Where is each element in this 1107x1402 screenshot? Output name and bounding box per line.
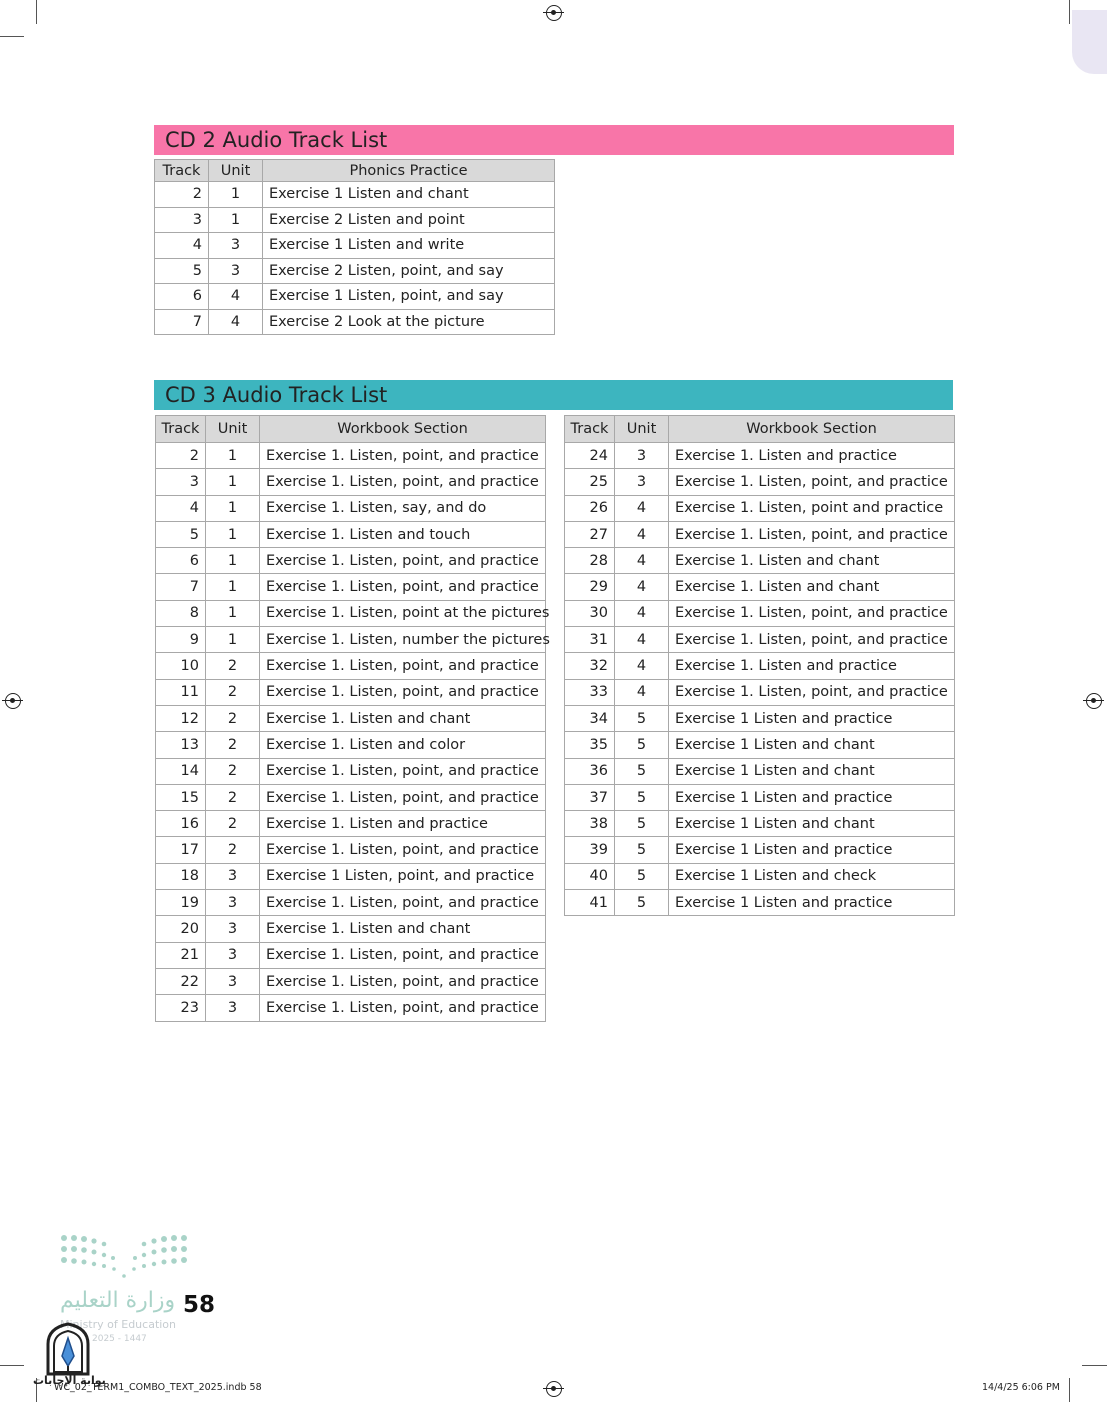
track-number: 21 [156, 942, 206, 968]
unit-number: 2 [206, 705, 260, 731]
ministry-logo-dots-icon [58, 1232, 190, 1282]
track-number: 4 [156, 495, 206, 521]
section-text: Exercise 1. Listen and practice [669, 653, 955, 679]
track-number: 3 [156, 469, 206, 495]
track-number: 22 [156, 968, 206, 994]
column-header-track: Track [155, 160, 209, 182]
track-number: 26 [565, 495, 615, 521]
column-header-track: Track [565, 416, 615, 443]
section-text: Exercise 1. Listen, point, and practice [669, 469, 955, 495]
registration-mark-icon [5, 693, 21, 709]
unit-number: 5 [615, 811, 669, 837]
section-text: Exercise 1. Listen and touch [260, 521, 546, 547]
section-text: Exercise 1 Listen and chant [669, 732, 955, 758]
track-number: 41 [565, 890, 615, 916]
unit-number: 3 [206, 916, 260, 942]
track-number: 38 [565, 811, 615, 837]
column-header-unit: Unit [206, 416, 260, 443]
table-row [156, 837, 546, 863]
section-text: Exercise 1. Listen, number the pictures [260, 627, 546, 653]
registration-mark-icon [546, 5, 562, 21]
unit-number: 1 [206, 521, 260, 547]
unit-number: 5 [615, 758, 669, 784]
track-number: 12 [156, 705, 206, 731]
track-number: 28 [565, 548, 615, 574]
unit-number: 4 [615, 600, 669, 626]
crop-mark [0, 1365, 24, 1366]
unit-number: 2 [206, 653, 260, 679]
section-text: Exercise 1. Listen, point, and practice [260, 548, 546, 574]
section-text: Exercise 1. Listen, point, and practice [260, 679, 546, 705]
unit-number: 4 [615, 548, 669, 574]
section-text: Exercise 1. Listen, say, and do [260, 495, 546, 521]
unit-number: 3 [209, 233, 263, 259]
track-number: 30 [565, 600, 615, 626]
table-row [565, 705, 955, 731]
ministry-year: 2025 - 1447 [92, 1334, 147, 1344]
table-row [156, 968, 546, 994]
unit-number: 1 [206, 627, 260, 653]
track-number: 33 [565, 679, 615, 705]
table-row [156, 916, 546, 942]
table-row [156, 653, 546, 679]
file-slug: WC_02_TERM1_COMBO_TEXT_2025.indb 58 [54, 1382, 262, 1393]
track-number: 24 [565, 443, 615, 469]
unit-number: 1 [206, 443, 260, 469]
track-number: 9 [156, 627, 206, 653]
cd2-track-table [154, 159, 555, 335]
unit-number: 4 [209, 309, 263, 335]
crop-mark [0, 36, 24, 37]
unit-number: 1 [206, 548, 260, 574]
section-text: Exercise 1. Listen, point, and practice [669, 627, 955, 653]
track-number: 20 [156, 916, 206, 942]
table-row [155, 309, 555, 335]
page-number: 58 [183, 1292, 216, 1318]
unit-number: 3 [206, 863, 260, 889]
section-text: Exercise 1. Listen, point, and practice [669, 679, 955, 705]
unit-number: 2 [206, 679, 260, 705]
unit-number: 5 [615, 837, 669, 863]
unit-number: 3 [206, 968, 260, 994]
unit-number: 1 [206, 495, 260, 521]
table-row [565, 495, 955, 521]
table-row [565, 784, 955, 810]
unit-number: 4 [615, 627, 669, 653]
track-number: 19 [156, 890, 206, 916]
track-number: 2 [156, 443, 206, 469]
table-row [565, 548, 955, 574]
unit-number: 1 [206, 469, 260, 495]
section-text: Exercise 1 Listen and chant [263, 182, 555, 208]
section-text: Exercise 1. Listen, point, and practice [260, 837, 546, 863]
table-row [156, 548, 546, 574]
track-number: 16 [156, 811, 206, 837]
section-text: Exercise 1. Listen, point, and practice [260, 443, 546, 469]
section-text: Exercise 2 Listen, point, and say [263, 258, 555, 284]
table-row [156, 995, 546, 1021]
portal-text: بوابة الإجابات [33, 1374, 106, 1387]
table-row [565, 600, 955, 626]
table-row [156, 784, 546, 810]
track-number: 27 [565, 521, 615, 547]
unit-number: 4 [615, 521, 669, 547]
section-text: Exercise 1. Listen, point, and practice [260, 995, 546, 1021]
section-text: Exercise 1. Listen, point, and practice [260, 784, 546, 810]
unit-number: 3 [206, 995, 260, 1021]
section-text: Exercise 1. Listen and chant [260, 705, 546, 731]
section-text: Exercise 1. Listen, point, and practice [669, 600, 955, 626]
print-date: 14/4/25 6:06 PM [982, 1382, 1060, 1393]
table-row [565, 732, 955, 758]
unit-number: 5 [615, 784, 669, 810]
table-row [565, 627, 955, 653]
section-text: Exercise 1 Listen and practice [669, 784, 955, 810]
cd2-table-body [155, 182, 555, 335]
unit-number: 3 [206, 890, 260, 916]
column-header-track: Track [156, 416, 206, 443]
table-row [565, 653, 955, 679]
section-text: Exercise 1. Listen and practice [669, 443, 955, 469]
section-text: Exercise 2 Look at the picture [263, 309, 555, 335]
table-row [156, 521, 546, 547]
track-number: 6 [156, 548, 206, 574]
registration-mark-icon [1086, 693, 1102, 709]
track-number: 6 [155, 284, 209, 310]
column-header-section: Workbook Section [669, 416, 955, 443]
track-number: 29 [565, 574, 615, 600]
track-number: 34 [565, 705, 615, 731]
track-number: 35 [565, 732, 615, 758]
section-text: Exercise 1. Listen and chant [669, 548, 955, 574]
ministry-arabic-name: وزارة التعليم [60, 1288, 176, 1313]
section-text: Exercise 1 Listen and check [669, 863, 955, 889]
track-number: 23 [156, 995, 206, 1021]
column-header-unit: Unit [615, 416, 669, 443]
track-number: 40 [565, 863, 615, 889]
table-row [565, 469, 955, 495]
unit-number: 4 [615, 574, 669, 600]
section-text: Exercise 1. Listen and practice [260, 811, 546, 837]
table-row [156, 600, 546, 626]
table-row [565, 837, 955, 863]
track-number: 11 [156, 679, 206, 705]
track-number: 7 [156, 574, 206, 600]
table-row [156, 679, 546, 705]
table-row [156, 495, 546, 521]
table-row [156, 705, 546, 731]
section-text: Exercise 1 Listen and practice [669, 890, 955, 916]
table-row [155, 233, 555, 259]
section-text: Exercise 1 Listen and write [263, 233, 555, 259]
section-text: Exercise 1 Listen, point, and practice [260, 863, 546, 889]
track-number: 2 [155, 182, 209, 208]
crop-mark [1069, 1378, 1070, 1402]
section-text: Exercise 1 Listen, point, and say [263, 284, 555, 310]
table-row [156, 811, 546, 837]
section-text: Exercise 1 Listen and practice [669, 837, 955, 863]
track-number: 8 [156, 600, 206, 626]
track-number: 10 [156, 653, 206, 679]
track-number: 14 [156, 758, 206, 784]
unit-number: 5 [615, 890, 669, 916]
section-text: Exercise 1. Listen and chant [669, 574, 955, 600]
crop-mark [1069, 0, 1070, 24]
unit-number: 4 [615, 495, 669, 521]
table-row [155, 284, 555, 310]
track-number: 4 [155, 233, 209, 259]
unit-number: 4 [615, 653, 669, 679]
track-number: 18 [156, 863, 206, 889]
section-text: Exercise 1. Listen, point, and practice [260, 758, 546, 784]
section-text: Exercise 1 Listen and practice [669, 705, 955, 731]
section-text: Exercise 1. Listen, point, and practice [260, 469, 546, 495]
table-row [565, 890, 955, 916]
unit-number: 3 [206, 942, 260, 968]
table-row [156, 863, 546, 889]
section-text: Exercise 1. Listen, point at the pictures [260, 600, 546, 626]
table-row [155, 258, 555, 284]
section-text: Exercise 1. Listen, point, and practice [260, 890, 546, 916]
track-number: 37 [565, 784, 615, 810]
table-row [155, 182, 555, 208]
unit-number: 3 [615, 469, 669, 495]
unit-number: 5 [615, 732, 669, 758]
table-row [565, 811, 955, 837]
section-text: Exercise 1. Listen and color [260, 732, 546, 758]
table-row [156, 890, 546, 916]
unit-number: 1 [209, 182, 263, 208]
cd3-track-table-left [155, 415, 550, 1022]
unit-number: 3 [615, 443, 669, 469]
cd3-right-table-body [565, 443, 955, 916]
cd2-title: CD 2 Audio Track List [154, 125, 954, 155]
table-row [156, 758, 546, 784]
ministry-english-name: Ministry of Education [60, 1318, 177, 1331]
section-text: Exercise 1. Listen, point and practice [669, 495, 955, 521]
section-text: Exercise 1 Listen and chant [669, 811, 955, 837]
column-header-unit: Unit [209, 160, 263, 182]
table-row [156, 469, 546, 495]
table-row [156, 942, 546, 968]
cd3-title: CD 3 Audio Track List [154, 380, 953, 410]
crop-mark [1082, 1365, 1107, 1366]
table-row [156, 574, 546, 600]
track-number: 5 [156, 521, 206, 547]
section-text: Exercise 1. Listen and chant [260, 916, 546, 942]
unit-number: 2 [206, 732, 260, 758]
track-number: 32 [565, 653, 615, 679]
table-row [156, 732, 546, 758]
portal-emblem-icon [44, 1322, 92, 1378]
table-row [565, 863, 955, 889]
unit-number: 4 [615, 679, 669, 705]
unit-number: 2 [206, 837, 260, 863]
section-text: Exercise 1. Listen, point, and practice [669, 521, 955, 547]
unit-number: 4 [209, 284, 263, 310]
section-text: Exercise 1 Listen and chant [669, 758, 955, 784]
table-row [565, 521, 955, 547]
track-number: 15 [156, 784, 206, 810]
section-text: Exercise 1. Listen, point, and practice [260, 653, 546, 679]
table-row [565, 574, 955, 600]
cd3-track-table-right [564, 415, 955, 916]
unit-number: 5 [615, 705, 669, 731]
track-number: 36 [565, 758, 615, 784]
track-number: 7 [155, 309, 209, 335]
unit-number: 1 [206, 600, 260, 626]
unit-number: 1 [206, 574, 260, 600]
table-row [156, 443, 546, 469]
unit-number: 5 [615, 863, 669, 889]
track-number: 39 [565, 837, 615, 863]
table-row [155, 207, 555, 233]
table-row [565, 443, 955, 469]
column-header-section: Phonics Practice [263, 160, 555, 182]
section-text: Exercise 2 Listen and point [263, 207, 555, 233]
track-number: 3 [155, 207, 209, 233]
track-number: 13 [156, 732, 206, 758]
section-text: Exercise 1. Listen, point, and practice [260, 968, 546, 994]
unit-number: 2 [206, 758, 260, 784]
column-header-section: Workbook Section [260, 416, 546, 443]
track-number: 25 [565, 469, 615, 495]
cd3-left-table-body [156, 443, 550, 1022]
corner-tab [1072, 10, 1107, 74]
track-number: 31 [565, 627, 615, 653]
crop-mark [36, 0, 37, 24]
table-row [565, 758, 955, 784]
unit-number: 2 [206, 811, 260, 837]
section-text: Exercise 1. Listen, point, and practice [260, 942, 546, 968]
unit-number: 3 [209, 258, 263, 284]
track-number: 5 [155, 258, 209, 284]
unit-number: 2 [206, 784, 260, 810]
table-row [565, 679, 955, 705]
section-text: Exercise 1. Listen, point, and practice [260, 574, 546, 600]
table-row [156, 627, 546, 653]
registration-mark-icon [546, 1381, 562, 1397]
track-number: 17 [156, 837, 206, 863]
unit-number: 1 [209, 207, 263, 233]
